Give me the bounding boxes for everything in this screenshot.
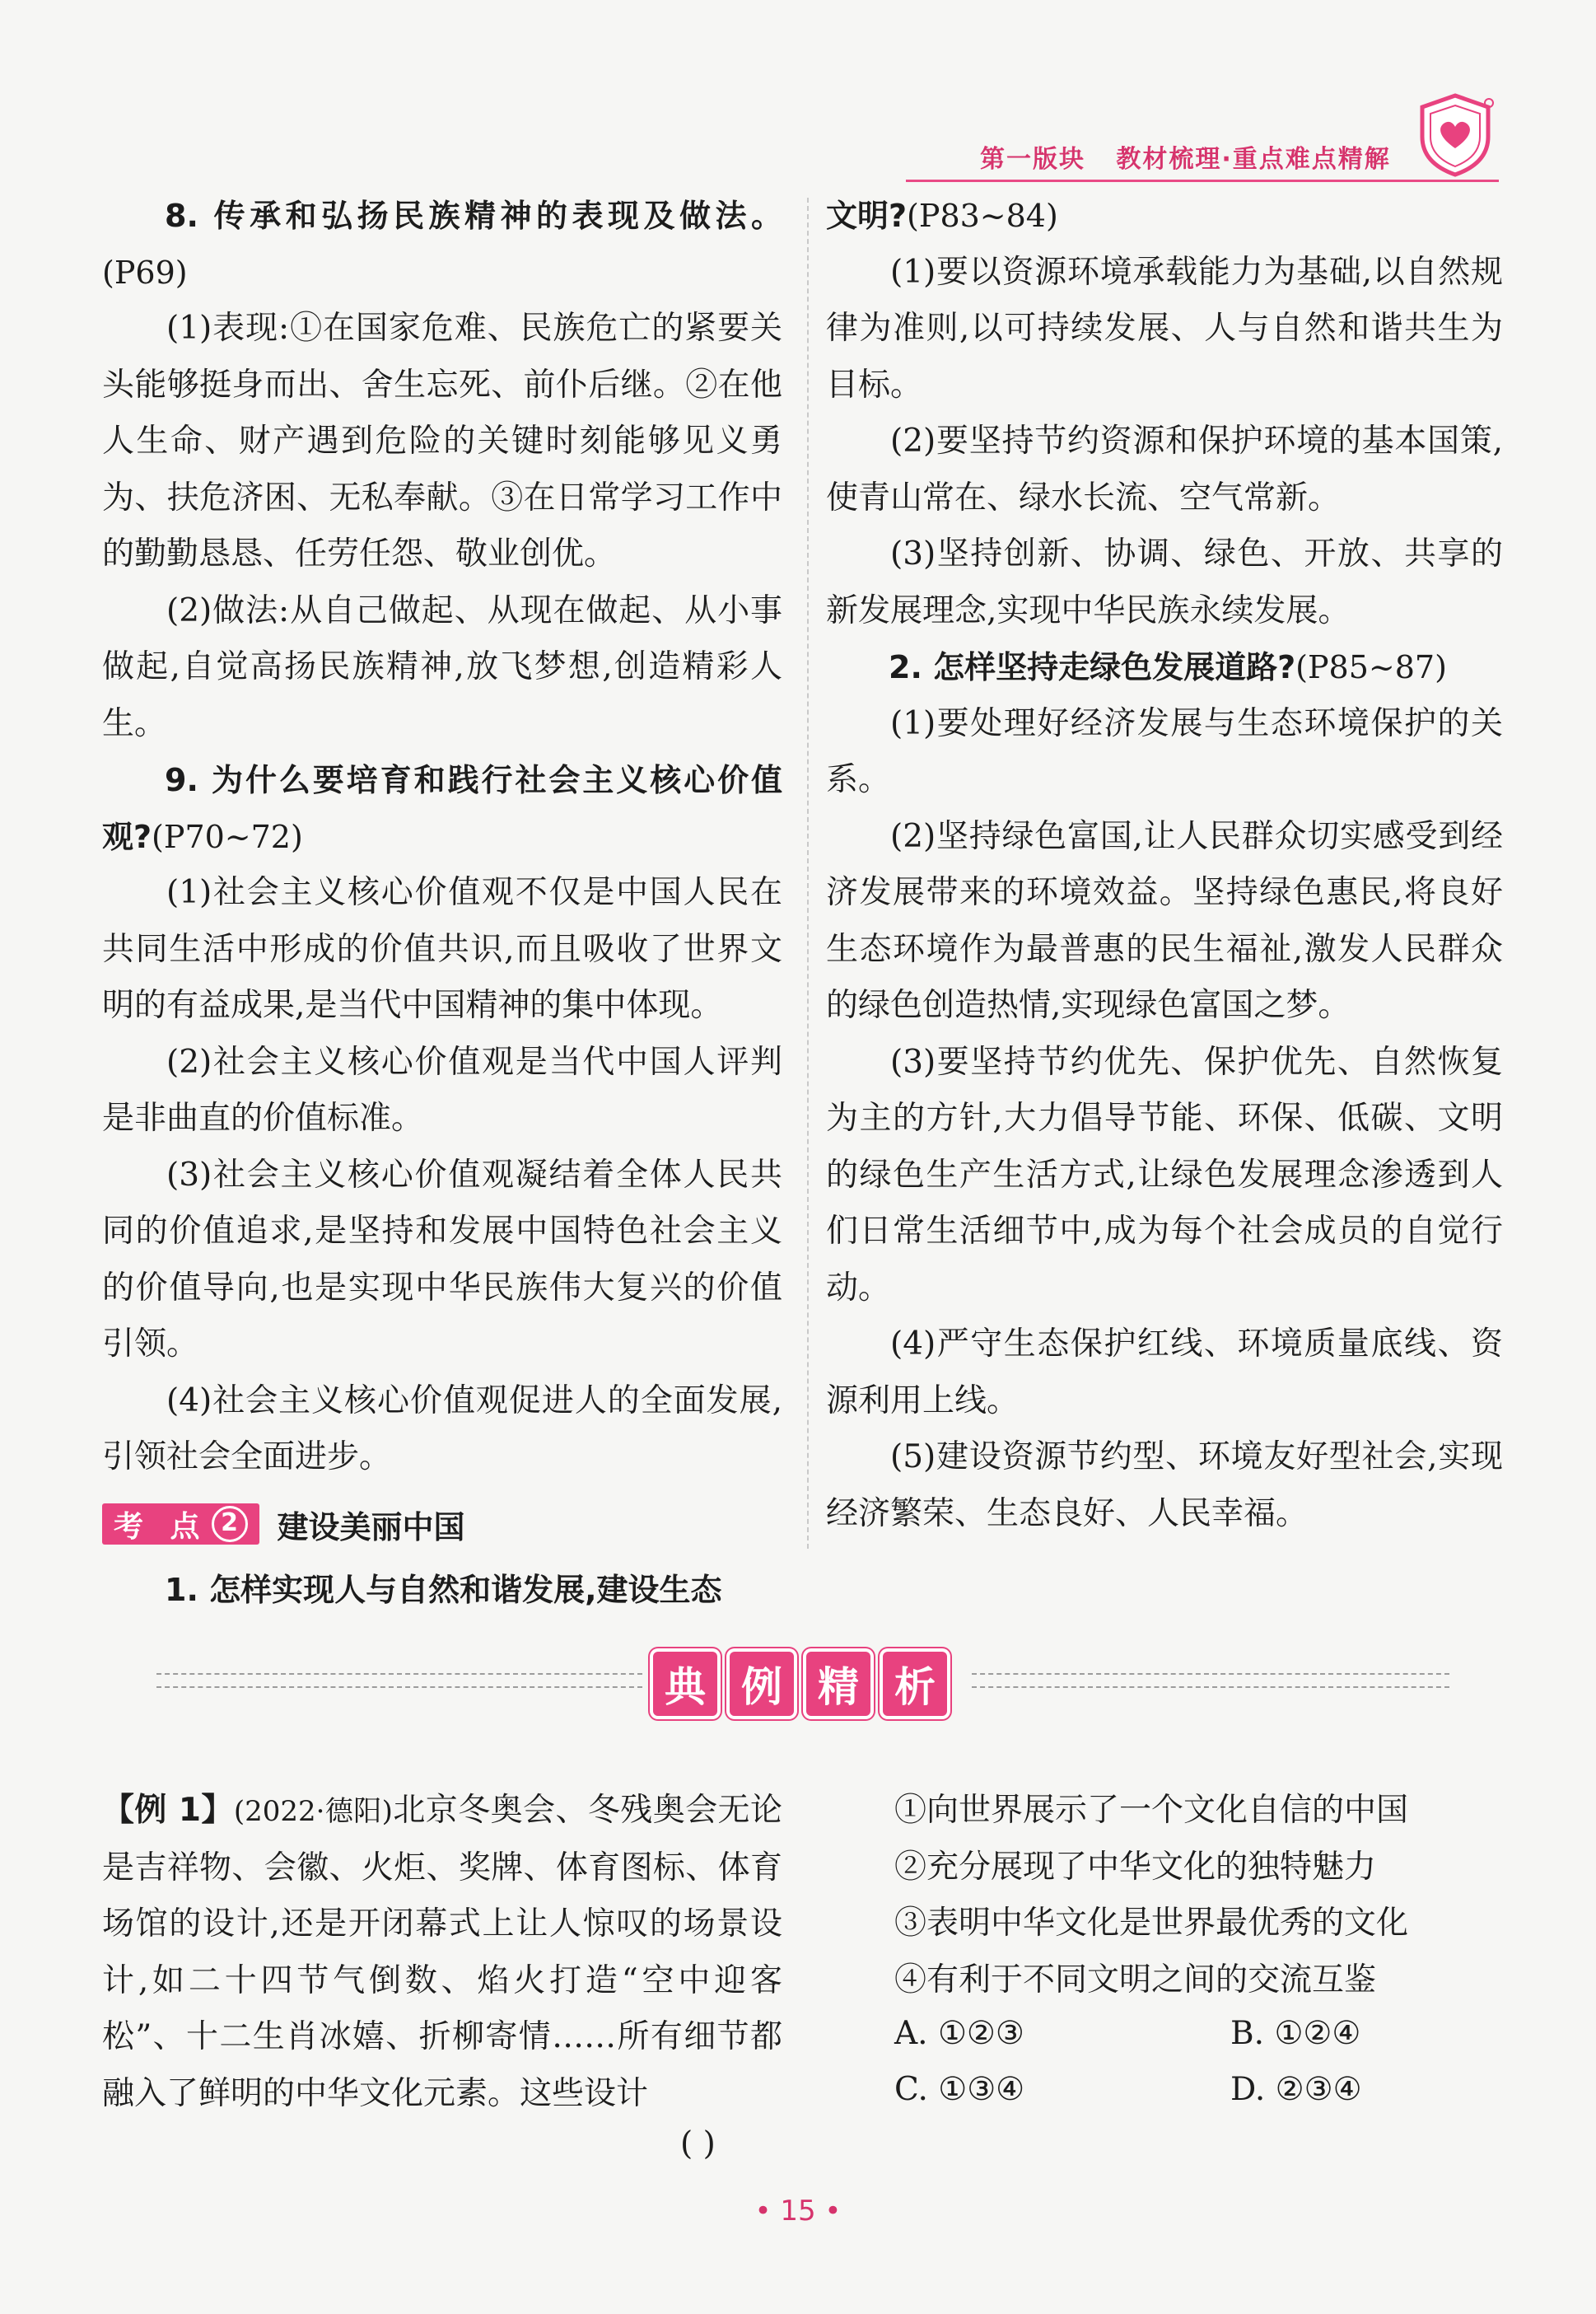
option-b[interactable]: B. ①②④	[1230, 2015, 1361, 2052]
answer-blank[interactable]: ( )	[680, 2125, 716, 2162]
q9-paragraph-1: (1)社会主义核心价值观不仅是中国人民在共同生活中形成的价值共识,而且吸收了世界文明的有益成果,是当代中国精神的集中体现。	[102, 874, 782, 1024]
option-c[interactable]: C. ①③④	[894, 2071, 1025, 2108]
q8-paragraph-1: (1)表现:①在国家危难、民族危亡的紧要关头能够挺身而出、舍生忘死、前仆后继。②在他人生命、财产遇到危险的关键时刻能够见义勇为、扶危济困、无私奉献。③在日常学习工作中的勤勤恳恳、任劳任怨、敬业创优。	[102, 310, 782, 573]
q9-paragraph-3: (3)社会主义核心价值观凝结着全体人民共同的价值追求,是坚持和发展中国特色社会主义的价值导向,也是实现中华民族伟大复兴的价值引领。	[102, 1156, 782, 1363]
q9-paragraph-2: (2)社会主义核心价值观是当代中国人评判是非曲直的价值标准。	[102, 1043, 782, 1137]
q1-paragraph-1: (1)要以资源环境承载能力为基础,以自然规律为准则,以可持续发展、人与自然和谐共生为目标。	[826, 253, 1503, 404]
left-column-tail	[102, 1562, 782, 1619]
example-source: (2022·德阳)	[233, 1795, 393, 1828]
banner-char-4: 析	[883, 1652, 947, 1716]
statement-3: ③表明中华文化是世界最优秀的文化	[894, 1905, 1409, 1942]
q2-paragraph-1: (1)要处理好经济发展与生态环境保护的关系。	[826, 704, 1503, 798]
banner-char-3: 精	[806, 1652, 870, 1716]
q8-paragraph-2: (2)做法:从自己做起、从现在做起、从小事做起,自觉高扬民族精神,放飞梦想,创造精彩人生。	[102, 591, 782, 742]
option-a[interactable]: A. ①②③	[894, 2015, 1024, 2052]
banner-rule-left	[156, 1673, 642, 1688]
page-number: • 15 •	[754, 2195, 842, 2228]
column-divider	[807, 198, 809, 1549]
kaodian-title: 建设美丽中国	[277, 1508, 465, 1545]
statement-4: ④有利于不同文明之间的交流互鉴	[894, 1961, 1377, 1998]
example-statements	[894, 1783, 1504, 2008]
publisher-logo-icon	[1412, 89, 1499, 180]
section-banner	[653, 1652, 947, 1716]
banner-char-1: 典	[653, 1652, 717, 1716]
q2-paragraph-2: (2)坚持绿色富国,让人民群众切实感受到经济发展带来的环境效益。坚持绿色惠民,将良好生态环境作为最普惠的民生福祉,激发人民群众的绿色创造热情,实现绿色富国之梦。	[826, 817, 1503, 1024]
question-1-heading: 1. 怎样实现人与自然和谐发展,建设生态	[165, 1572, 722, 1608]
q1-paragraph-2: (2)要坚持节约资源和保护环境的基本国策,使青山常在、绿水长流、空气常新。	[826, 423, 1503, 517]
q9-paragraph-4: (4)社会主义核心价值观促进人的全面发展,引领社会全面进步。	[102, 1381, 782, 1475]
question-9-heading: 9. 为什么要培育和践行社会主义核心价值观?(P70~72)	[102, 762, 782, 855]
header-section: 第一版块	[980, 145, 1085, 174]
kaodian-number: 2	[212, 1506, 248, 1542]
question-1-heading-cont: 文明?(P83~84)	[826, 198, 1058, 234]
banner-rule-right	[972, 1673, 1449, 1688]
left-column	[102, 188, 782, 1486]
question-2-heading: 2. 怎样坚持走绿色发展道路?(P85~87)	[889, 649, 1447, 685]
q2-paragraph-4: (4)严守生态保护红线、环境质量底线、资源利用上线。	[826, 1325, 1503, 1419]
statement-2: ②充分展现了中华文化的独特魅力	[894, 1848, 1377, 1886]
banner-char-2: 例	[730, 1652, 794, 1716]
q1-paragraph-3: (3)坚持创新、协调、绿色、开放、共享的新发展理念,实现中华民族永续发展。	[826, 535, 1503, 629]
kaodian-badge: 考 点 2	[102, 1503, 259, 1545]
q2-paragraph-3: (3)要坚持节约优先、保护优先、自然恢复为主的方针,大力倡导节能、环保、低碳、文明的绿色生产生活方式,让绿色发展理念渗透到人们日常生活细节中,成为每个社会成员的自觉行动。	[826, 1043, 1503, 1307]
header-rule	[906, 180, 1499, 182]
example-label: 【例 1】	[102, 1792, 234, 1829]
q2-paragraph-5: (5)建设资源节约型、环境友好型社会,实现经济繁荣、生态良好、人民幸福。	[826, 1438, 1503, 1532]
question-8-heading: 8. 传承和弘扬民族精神的表现及做法。(P69)	[102, 198, 782, 291]
right-column	[826, 188, 1503, 1542]
running-header	[980, 138, 1391, 175]
statement-1: ①向世界展示了一个文化自信的中国	[894, 1792, 1409, 1829]
example-text: 北京冬奥会、冬残奥会无论是吉祥物、会徽、火炬、奖牌、体育图标、体育场馆的设计,还是开闭幕式上让人惊叹的场景设计,如二十四节气倒数、焰火打造“空中迎客松”、十二生肖冰嬉、折柳寄情……所有细节都融入了鲜明的中华文化元素。这些设计	[102, 1792, 782, 2112]
option-d[interactable]: D. ②③④	[1230, 2071, 1362, 2108]
example-stem	[102, 1783, 782, 2122]
header-title: 教材梳理·重点难点精解	[1116, 145, 1391, 174]
kaodian-heading	[102, 1503, 465, 1545]
